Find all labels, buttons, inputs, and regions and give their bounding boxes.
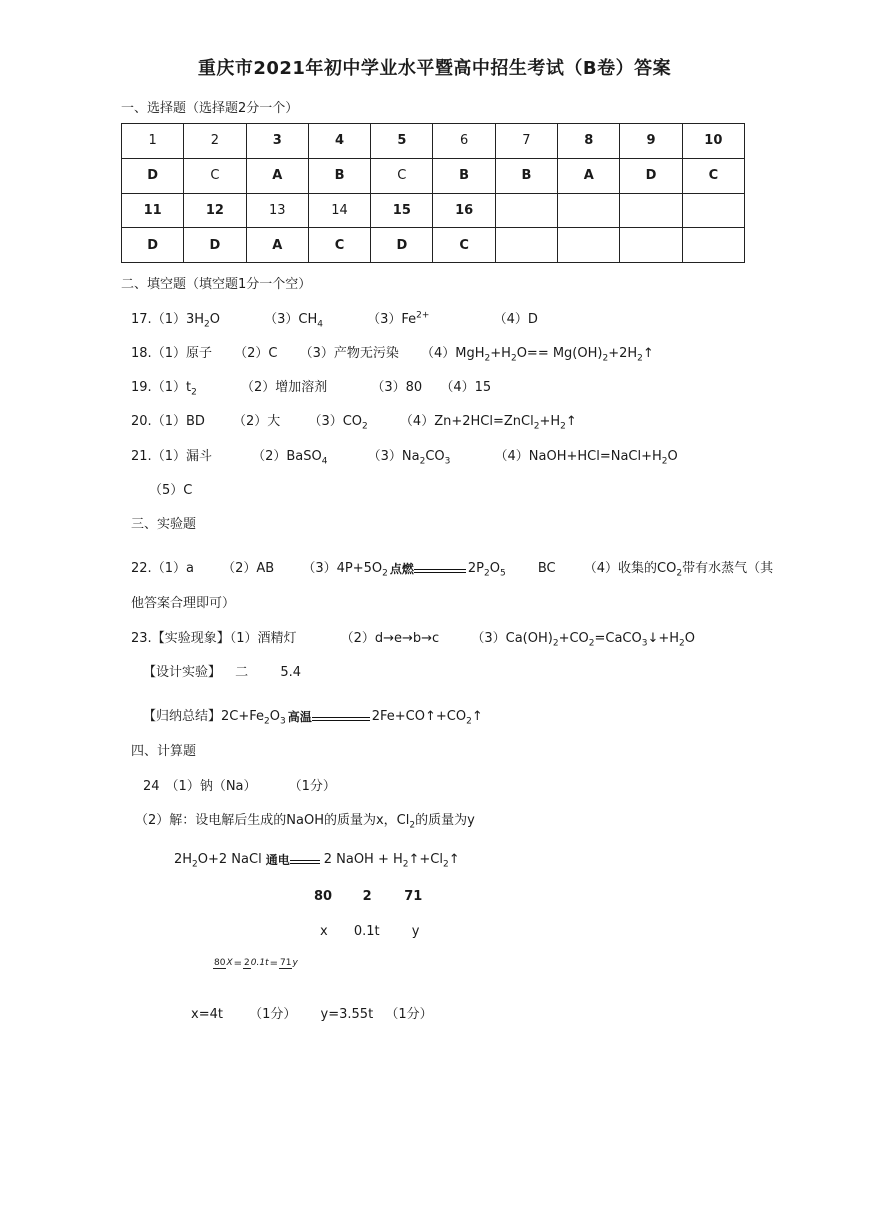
table-cell bbox=[682, 228, 744, 263]
table-cell bbox=[495, 193, 557, 228]
table-row bbox=[122, 124, 745, 159]
answer-20: 20.（1）BD （2）大 $(3)CO_2$ $(4)Zn+2HCl=ZnCl_2+H_2↑$ bbox=[131, 414, 577, 432]
molar-mass-row: 80 2 71 bbox=[314, 889, 423, 904]
section-fill-heading: 二、填空题（填空题1分一个空） bbox=[121, 277, 312, 292]
section-calc-heading: 四、计算题 bbox=[131, 744, 197, 759]
answer-table bbox=[121, 123, 745, 263]
unknown-row: x 0.1t y bbox=[320, 924, 420, 939]
table-cell: C bbox=[371, 158, 433, 193]
table-cell: 9 bbox=[620, 124, 682, 159]
question-number: 17. bbox=[131, 312, 152, 327]
answer-22: 22.（1）a （2）AB $(3)4P+5O_2$ 点燃 $2P_2O_5$ BC （4）收集的$CO_2$带有水蒸气（其 bbox=[131, 561, 774, 579]
answer-23: 23.【实验现象】（1）酒精灯 （2）d→e→b→c $(3)Ca(OH)_2+CO_2=CaCO_3↓+H_2O$ bbox=[131, 631, 696, 649]
table-cell: C bbox=[184, 158, 246, 193]
reaction-condition: 点燃 bbox=[390, 562, 466, 577]
table-row bbox=[122, 193, 745, 228]
table-cell: C bbox=[682, 158, 744, 193]
table-cell bbox=[620, 193, 682, 228]
table-cell: C bbox=[308, 228, 370, 263]
electrolysis-equation: $2H_2O+2$ NaCl 通电 2 NaOH + $H_2↑+Cl_2↑$ bbox=[174, 852, 460, 870]
table-cell: C bbox=[433, 228, 495, 263]
table-cell bbox=[558, 228, 620, 263]
question-number: 24 bbox=[143, 779, 160, 794]
table-cell: 13 bbox=[246, 193, 308, 228]
table-cell: A bbox=[246, 228, 308, 263]
table-cell bbox=[620, 228, 682, 263]
table-cell: D bbox=[184, 228, 246, 263]
reaction-condition: 高温 bbox=[288, 710, 370, 725]
table-cell: 6 bbox=[433, 124, 495, 159]
table-cell bbox=[495, 228, 557, 263]
answer-17: $17.(1)3H_2O$ $(3)CH_4$ $(3)Fe^{2+}$ （4）D bbox=[131, 310, 538, 330]
table-cell: A bbox=[246, 158, 308, 193]
table-cell: 4 bbox=[308, 124, 370, 159]
page-title: 重庆市2021年初中学业水平暨高中招生考试（B卷）答案 bbox=[197, 58, 672, 79]
question-number: 19. bbox=[131, 380, 152, 395]
section-choice-heading: 一、选择题（选择题2分一个） bbox=[121, 101, 299, 116]
table-cell: 14 bbox=[308, 193, 370, 228]
table-cell: 11 bbox=[122, 193, 184, 228]
section-experiment-heading: 三、实验题 bbox=[131, 517, 197, 532]
table-cell: 16 bbox=[433, 193, 495, 228]
table-cell bbox=[558, 193, 620, 228]
answer-22-continued: 他答案合理即可） bbox=[131, 596, 236, 611]
table-row bbox=[122, 228, 745, 263]
answer-23-design: 【设计实验】 二 5.4 bbox=[143, 665, 301, 680]
table-cell: D bbox=[122, 228, 184, 263]
table-cell: D bbox=[122, 158, 184, 193]
proportion-equation: 80X= 20.1t= 71y bbox=[214, 958, 298, 969]
table-cell: 12 bbox=[184, 193, 246, 228]
table-cell: B bbox=[433, 158, 495, 193]
question-number: 23. bbox=[131, 631, 152, 646]
table-cell: 5 bbox=[371, 124, 433, 159]
answer-18: 18.（1）原子 （2）C （3）产物无污染 $(4)MgH_2+H_2O==$ $Mg(OH)_2+2H_2↑$ bbox=[131, 346, 654, 364]
table-cell: B bbox=[495, 158, 557, 193]
question-number: 20. bbox=[131, 414, 152, 429]
table-cell: D bbox=[620, 158, 682, 193]
table-cell bbox=[682, 193, 744, 228]
question-number: 22. bbox=[131, 561, 152, 576]
answer-23-summary: 【归纳总结】$2C+Fe_2O_3$ 高温 $2Fe+CO↑+CO_2↑$ bbox=[143, 709, 483, 727]
table-cell: D bbox=[371, 228, 433, 263]
table-cell: A bbox=[558, 158, 620, 193]
table-cell: 3 bbox=[246, 124, 308, 159]
table-cell: B bbox=[308, 158, 370, 193]
answer-24-results: x=4t （1分） y=3.55t （1分） bbox=[191, 1007, 433, 1022]
question-number: 18. bbox=[131, 346, 152, 361]
answer-21-part5: （5）C bbox=[149, 483, 193, 498]
answer-24-part2: （2）解：设电解后生成的NaOH的质量为x，$Cl_2$的质量为y bbox=[135, 813, 475, 831]
answer-21: 21.（1）漏斗 （2）BaSO$_4$ $(3)Na_2CO_3$ $(4)NaOH+HCl=NaCl+H_2O$ bbox=[131, 449, 678, 467]
question-number: 21. bbox=[131, 449, 152, 464]
table-cell: 1 bbox=[122, 124, 184, 159]
answer-19: $19.(1)t_2$ （2）增加溶剂 （3）80 （4）15 bbox=[131, 380, 492, 398]
table-row bbox=[122, 158, 745, 193]
table-cell: 8 bbox=[558, 124, 620, 159]
table-cell: 2 bbox=[184, 124, 246, 159]
table-cell: 15 bbox=[371, 193, 433, 228]
table-cell: 10 bbox=[682, 124, 744, 159]
table-cell: 7 bbox=[495, 124, 557, 159]
reaction-condition: 通电 bbox=[266, 853, 320, 868]
answer-24-part1: 24 （1）钠（Na） （1分） bbox=[143, 779, 336, 794]
